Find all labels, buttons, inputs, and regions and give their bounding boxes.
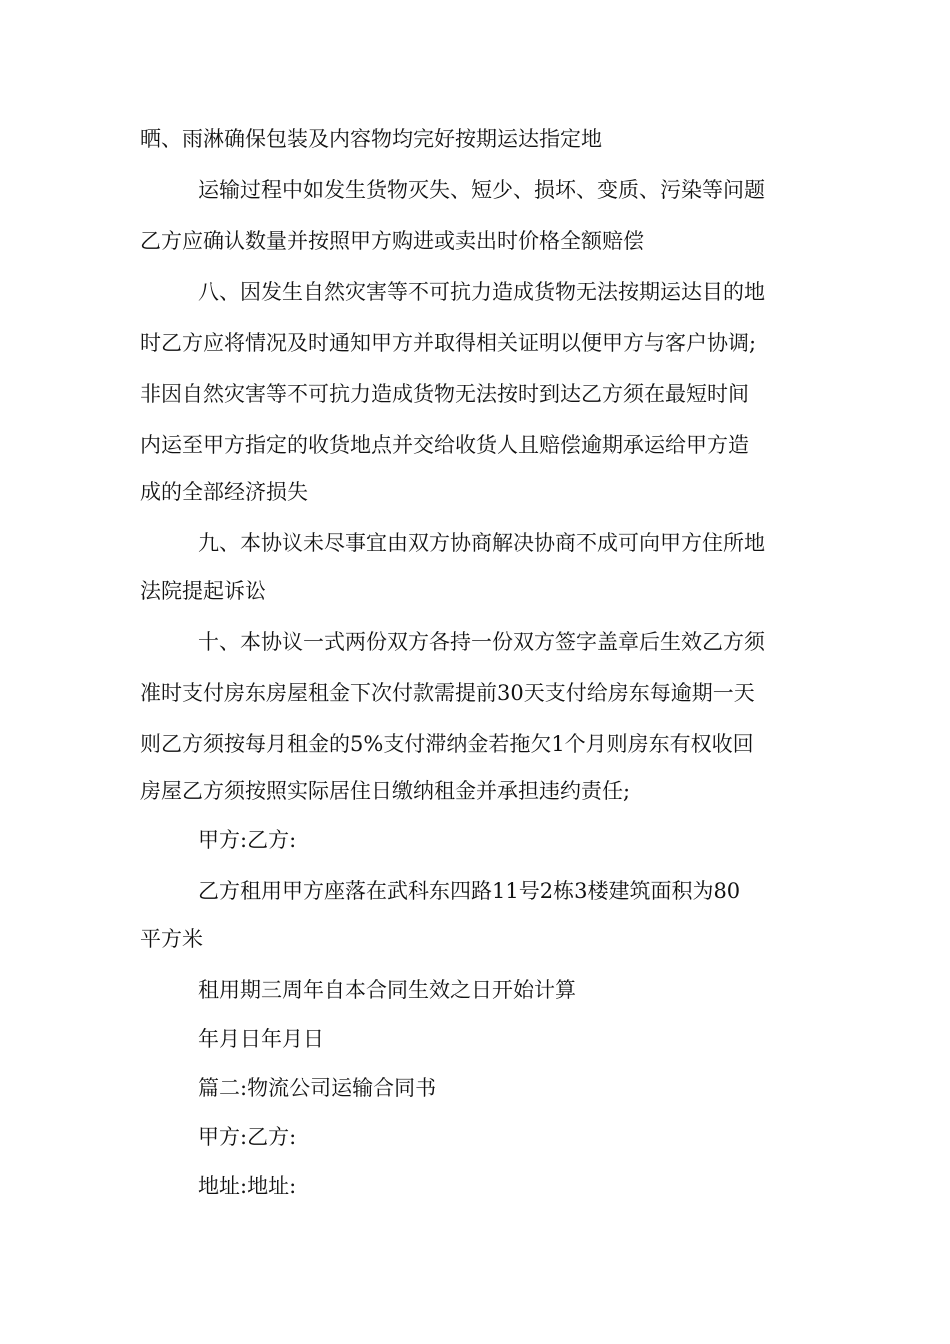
text-line: 年月日年月日 [198,1027,324,1051]
text-line: 篇二:物流公司运输合同书 [198,1076,437,1100]
text-line: 地址:地址: [198,1174,297,1198]
text-line: 八、因发生自然灾害等不可抗力造成货物无法按期运达目的地 [198,280,765,304]
text-line: 甲方:乙方: [198,828,297,852]
text-line: 内运至甲方指定的收货地点并交给收货人且赔偿逾期承运给甲方造 [140,433,749,457]
text-line: 时乙方应将情况及时通知甲方并取得相关证明以便甲方与客户协调; [140,331,757,355]
text-line: 租用期三周年自本合同生效之日开始计算 [198,978,576,1002]
text-line: 乙方租用甲方座落在武科东四路11号2栋3楼建筑面积为80 [198,879,741,903]
text-line: 甲方:乙方: [198,1125,297,1149]
text-line: 准时支付房东房屋租金下次付款需提前30天支付给房东每逾期一天 [140,681,755,705]
text-line: 成的全部经济损失 [140,480,308,504]
text-line: 非因自然灾害等不可抗力造成货物无法按时到达乙方须在最短时间 [140,382,749,406]
text-line: 运输过程中如发生货物灭失、短少、损坏、变质、污染等问题 [198,178,765,202]
text-line: 十、本协议一式两份双方各持一份双方签字盖章后生效乙方须 [198,630,765,654]
text-line: 乙方应确认数量并按照甲方购进或卖出时价格全额赔偿 [140,229,644,253]
text-line: 九、本协议未尽事宜由双方协商解决协商不成可向甲方住所地 [198,531,765,555]
text-line: 房屋乙方须按照实际居住日缴纳租金并承担违约责任; [140,779,631,803]
text-line: 晒、雨淋确保包装及内容物均完好按期运达指定地 [140,127,602,151]
text-line: 则乙方须按每月租金的5%支付滞纳金若拖欠1个月则房东有权收回 [140,732,754,756]
text-line: 平方米 [140,927,203,951]
text-line: 法院提起诉讼 [140,579,266,603]
